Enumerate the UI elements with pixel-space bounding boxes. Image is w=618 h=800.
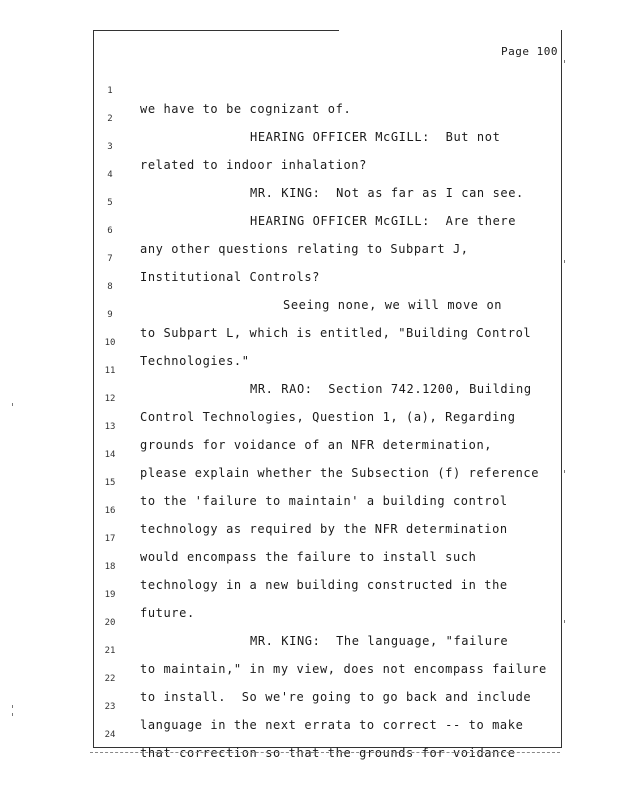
- transcript-line: [100, 176, 550, 228]
- line-number: 1: [107, 86, 113, 96]
- line-number: 10: [104, 338, 116, 348]
- transcript-line: [100, 400, 550, 452]
- line-text: we have to be cognizant of.: [140, 102, 352, 116]
- line-number: 22: [104, 674, 116, 684]
- line-text: Technologies.": [140, 354, 250, 368]
- transcript-line: [100, 568, 550, 620]
- transcript-line: [100, 456, 550, 508]
- transcript-line: [100, 232, 550, 284]
- page-number: Page 100: [501, 45, 558, 58]
- line-number: 11: [104, 366, 116, 376]
- transcript-line: [100, 260, 550, 312]
- line-text: technology in a new building constructed in the: [140, 578, 508, 592]
- scan-speck: [564, 260, 565, 263]
- transcript-line: [100, 512, 550, 564]
- line-number: 23: [104, 702, 116, 712]
- line-text: Seeing none, we will move on: [283, 298, 503, 312]
- scan-speck: [564, 470, 565, 473]
- line-number: 5: [107, 198, 113, 208]
- line-number: 4: [107, 170, 113, 180]
- line-text: language in the next errata to correct -- to make: [140, 718, 524, 732]
- scan-speck: [564, 620, 565, 623]
- line-number: 19: [104, 590, 116, 600]
- scan-noise-line: [90, 752, 560, 753]
- transcript-line: [100, 372, 550, 424]
- line-number: 8: [107, 282, 113, 292]
- transcript-line: [100, 148, 550, 200]
- line-text: future.: [140, 606, 195, 620]
- line-text: that correction so that the grounds for voidance: [140, 746, 516, 760]
- transcript-line: [100, 92, 550, 144]
- transcript-line: [100, 344, 550, 396]
- line-number: 7: [107, 254, 113, 264]
- transcript-line: [100, 120, 550, 172]
- line-number: 20: [104, 618, 116, 628]
- line-number: 18: [104, 562, 116, 572]
- transcript-line: [100, 708, 550, 760]
- line-number: 17: [104, 534, 116, 544]
- line-number: 2: [107, 114, 113, 124]
- line-text: HEARING OFFICER McGILL: Are there: [250, 214, 517, 228]
- line-text: HEARING OFFICER McGILL: But not: [250, 130, 501, 144]
- transcript-line: [100, 652, 550, 704]
- line-number: 9: [107, 310, 113, 320]
- line-text: to Subpart L, which is entitled, "Building Control: [140, 326, 532, 340]
- line-text: Institutional Controls?: [140, 270, 320, 284]
- line-number: 21: [104, 646, 116, 656]
- line-text: technology as required by the NFR determination: [140, 522, 508, 536]
- transcript-line: [100, 204, 550, 256]
- transcript-line: [100, 680, 550, 732]
- line-text: MR. KING: The language, "failure: [250, 634, 509, 648]
- transcript-line: [100, 540, 550, 592]
- line-text: any other questions relating to Subpart J,: [140, 242, 469, 256]
- line-text: MR. KING: Not as far as I can see.: [250, 186, 524, 200]
- line-number: 15: [104, 478, 116, 488]
- line-text: would encompass the failure to install such: [140, 550, 477, 564]
- line-number: 16: [104, 506, 116, 516]
- scan-speck: [12, 705, 13, 708]
- line-number: 3: [107, 142, 113, 152]
- scan-speck: [564, 60, 565, 63]
- line-number: 6: [107, 226, 113, 236]
- line-text: to install. So we're going to go back and include: [140, 690, 532, 704]
- line-number: 14: [104, 450, 116, 460]
- line-text: to the 'failure to maintain' a building control: [140, 494, 508, 508]
- line-text: to maintain," in my view, does not encompass failure: [140, 662, 547, 676]
- transcript-line: [100, 624, 550, 676]
- transcript-line: [100, 64, 550, 116]
- transcript-line: [100, 288, 550, 340]
- line-number: 24: [104, 730, 116, 740]
- line-text: MR. RAO: Section 742.1200, Building: [250, 382, 532, 396]
- line-number: 13: [104, 422, 116, 432]
- scan-speck: [12, 403, 13, 406]
- scan-speck: [12, 713, 13, 716]
- transcript-line: [100, 316, 550, 368]
- line-text: Control Technologies, Question 1, (a), Regarding: [140, 410, 516, 424]
- line-number: 12: [104, 394, 116, 404]
- transcript-line: [100, 428, 550, 480]
- line-text: grounds for voidance of an NFR determination,: [140, 438, 493, 452]
- transcript-lines: [100, 64, 550, 760]
- transcript-line: [100, 484, 550, 536]
- transcript-line: [100, 596, 550, 648]
- line-text: related to indoor inhalation?: [140, 158, 367, 172]
- line-text: please explain whether the Subsection (f) reference: [140, 466, 540, 480]
